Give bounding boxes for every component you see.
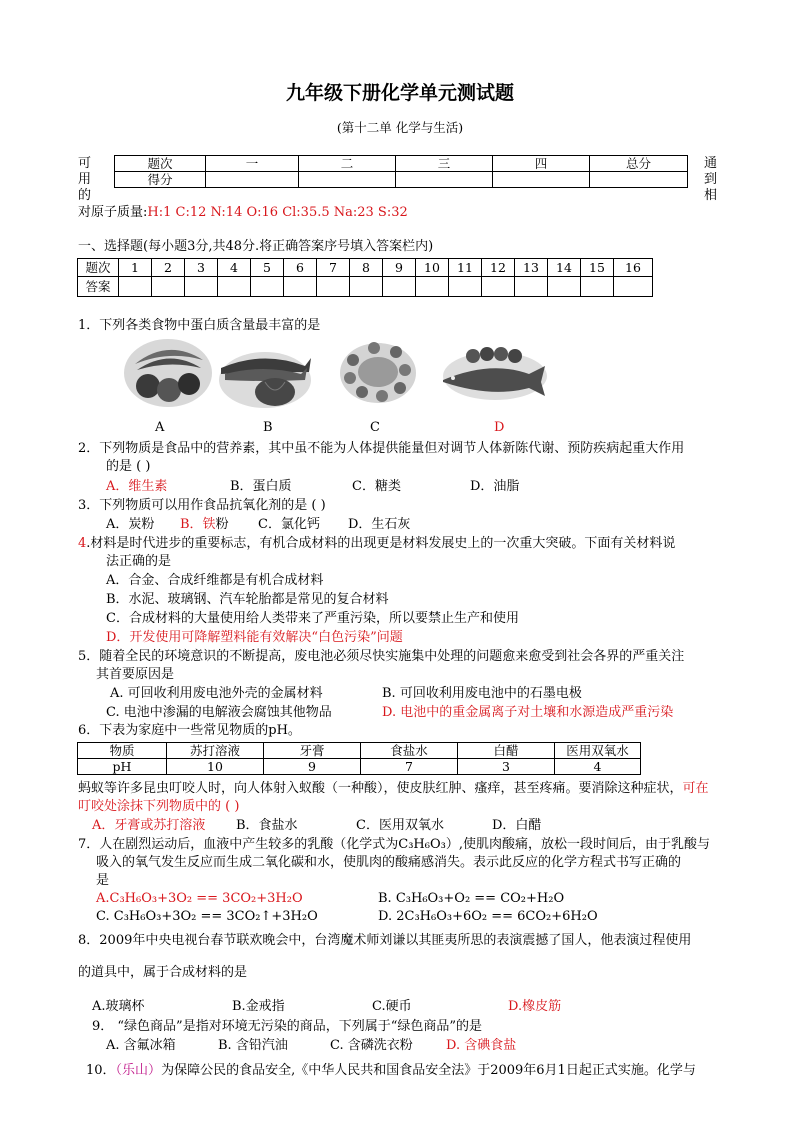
q7-option-d: D. 2C₃H₆O₃+6O₂ == 6CO₂+6H₂O (378, 909, 598, 924)
score-table (114, 155, 688, 188)
q1-label-a: A (155, 420, 165, 435)
q8-option-b: B.金戒指 (232, 999, 285, 1014)
score-cell-1[interactable] (206, 172, 299, 188)
q7-option-a: A.C₃H₆O₃+3O₂ == 3CO₂+3H₂O (96, 891, 303, 906)
answer-cell[interactable] (581, 277, 614, 297)
q1-stem: 1．下列各类食物中蛋白质含量最丰富的是 (78, 318, 321, 333)
q6-text-2: 叮咬处涂抹下列物质中的 ( ) (78, 799, 240, 814)
q3-option-d: D．生石灰 (348, 517, 411, 532)
fish-pumpkin-image (213, 338, 313, 410)
q8-option-a: A.玻璃杯 (92, 999, 145, 1014)
score-cell-3[interactable] (396, 172, 493, 188)
answer-cell[interactable] (614, 277, 653, 297)
q8-stem-1: 8．2009年中央电视台春节联欢晚会中，台湾魔术师刘谦以其匪夷所思的表演震撼了国人，他表演过程使用 (78, 933, 692, 948)
q8-stem-2: 的道具中，属于合成材料的是 (78, 965, 248, 980)
answer-cell[interactable] (350, 277, 383, 297)
q6-option-a: A．牙膏或苏打溶液 (92, 818, 206, 833)
q9-option-c: C. 含磷洗衣粉 (330, 1038, 413, 1053)
q3-option-c: C．氯化钙 (258, 517, 320, 532)
rice-plate-image (338, 340, 418, 405)
answer-cell[interactable] (383, 277, 416, 297)
q7-stem-3: 是 (96, 873, 110, 888)
q6-text-1: 蚂蚁等许多昆虫叮咬人时，向人体射入蚁酸（一种酸），使皮肤红肿、瘙痒，甚至疼痛。要消除这种症状，可在 (78, 781, 709, 796)
page-subtitle: (第十二单 化学与生活) (336, 120, 464, 135)
q4-option-d: D．开发使用可降解塑料能有效解决“白色污染”问题 (106, 630, 403, 645)
side-text-right: 通 到 相 (704, 156, 718, 203)
q9-stem: 9． “绿色商品”是指对环境无污染的商品，下列属于“绿色商品”的是 (92, 1019, 482, 1034)
atomic-mass-values: H:1 C:12 N:14 O:16 Cl:35.5 Na:23 S:32 (147, 205, 408, 220)
answer-cell[interactable] (317, 277, 350, 297)
q1-label-d: D (494, 420, 505, 435)
score-table-row: 得分 (115, 172, 688, 188)
q10-stem: 10．（乐山）为保障公民的食品安全,《中华人民共和国食品安全法》于2009年6月1日起正式实施。化学与 (86, 1063, 696, 1078)
q2-stem-2: 的是 ( ) (106, 459, 151, 474)
q5-option-d: D. 电池中的重金属离子对土壤和水源造成严重污染 (382, 705, 674, 720)
answer-table: 题次 1 2 3 4 5 6 7 8 9 10 11 12 13 14 15 16 答案 (77, 258, 653, 297)
q6-option-b: B．食盐水 (236, 818, 298, 833)
section-1-heading: 一、选择题(每小题3分,共48分.将正确答案序号填入答案栏内) (78, 239, 434, 254)
answer-cell[interactable] (119, 277, 152, 297)
q7-option-b: B. C₃H₆O₃+O₂ == CO₂+H₂O (378, 891, 565, 906)
answer-cell[interactable] (152, 277, 185, 297)
q1-label-c: C (370, 420, 380, 435)
q7-stem-2: 吸入的氧气发生反应而生成二氧化碳和水，使肌肉的酸痛感消失。表示此反应的化学方程式书写正确的 (96, 855, 682, 870)
answer-cell[interactable] (218, 277, 251, 297)
q5-stem-1: 5．随着全民的环境意识的不断提高，废电池必须尽快实施集中处理的问题愈来愈受到社会各界的严重关注 (78, 649, 685, 664)
q9-option-d: D. 含碘食盐 (446, 1038, 517, 1053)
q4-option-c: C．合成材料的大量使用给人类带来了严重污染，所以要禁止生产和使用 (106, 611, 519, 626)
answer-cell[interactable] (482, 277, 515, 297)
ph-table-row: pH 10 9 7 3 4 (78, 759, 641, 775)
atomic-mass-line: 对原子质量:H:1 C:12 N:14 O:16 Cl:35.5 Na:23 S:32 (78, 205, 408, 220)
q9-option-b: B. 含铅汽油 (218, 1038, 288, 1053)
answer-cell[interactable] (449, 277, 482, 297)
q5-option-b: B. 可回收利用废电池中的石墨电极 (382, 686, 582, 701)
q3-stem: 3．下列物质可以用作食品抗氧化剂的是 ( ) (78, 498, 326, 513)
q6-option-d: D．白醋 (492, 818, 542, 833)
answer-cell[interactable] (185, 277, 218, 297)
ph-table (77, 742, 641, 775)
q5-option-c: C. 电池中渗漏的电解液会腐蚀其他物品 (106, 705, 332, 720)
q9-option-a: A. 含氟冰箱 (106, 1038, 176, 1053)
fish-fruit-image (437, 342, 547, 406)
q4-option-a: A．合金、合成纤维都是有机合成材料 (106, 573, 324, 588)
q4-option-b: B．水泥、玻璃钢、汽车轮胎都是常见的复合材料 (106, 592, 389, 607)
q8-option-d: D.橡皮筋 (508, 999, 562, 1014)
score-cell-2[interactable] (299, 172, 396, 188)
q10-source: （乐山） (115, 1063, 162, 1078)
q7-stem-1: 7．人在剧烈运动后，血液中产生较多的乳酸（化学式为C₃H₆O₃）,使肌肉酸痛，放松一段时间后，由于乳酸与 (78, 837, 710, 852)
score-cell-total[interactable] (590, 172, 688, 188)
q2-stem-1: 2．下列物质是食品中的营养素，其中虽不能为人体提供能量但对调节人体新陈代谢、预防疾病起重大作用 (78, 441, 685, 456)
q6-option-c: C．医用双氧水 (356, 818, 444, 833)
page-title: 九年级下册化学单元测试题 (285, 82, 514, 104)
q2-option-a: A．维生素 (106, 479, 168, 494)
q5-option-a: A. 可回收利用废电池外壳的金属材料 (110, 686, 323, 701)
answer-cell[interactable] (416, 277, 449, 297)
ph-table-header: 物质 苏打溶液 牙膏 食盐水 白醋 医用双氧水 (78, 743, 641, 759)
q2-option-d: D．油脂 (470, 479, 520, 494)
q2-option-b: B．蛋白质 (230, 479, 292, 494)
q1-label-b: B (263, 420, 273, 435)
score-cell-4[interactable] (493, 172, 590, 188)
side-text-left: 可 用 的 (78, 156, 92, 203)
q6-stem: 6．下表为家庭中一些常见物质的pH。 (78, 723, 301, 738)
answer-cell[interactable] (251, 277, 284, 297)
q8-option-c: C.硬币 (372, 999, 412, 1014)
answer-cell[interactable] (284, 277, 317, 297)
answer-cell[interactable] (548, 277, 581, 297)
answer-cell[interactable] (515, 277, 548, 297)
q4-stem-1: 4.材料是时代进步的重要标志，有机合成材料的出现更是材料发展史上的一次重大突破。下面有关材料说 (78, 536, 676, 551)
q3-option-b: B．铁粉 (180, 517, 229, 532)
q2-option-c: C．糖类 (352, 479, 401, 494)
score-table-header: 题次 一 二 三 四 总分 (115, 156, 688, 172)
q7-option-c: C. C₃H₆O₃+3O₂ == 3CO₂↑+3H₂O (96, 909, 318, 924)
bananas-apples-image (123, 338, 213, 408)
q5-stem-2: 其首要原因是 (96, 667, 175, 682)
q3-option-a: A．炭粉 (106, 517, 155, 532)
q4-stem-2: 法正确的是 (106, 554, 172, 569)
